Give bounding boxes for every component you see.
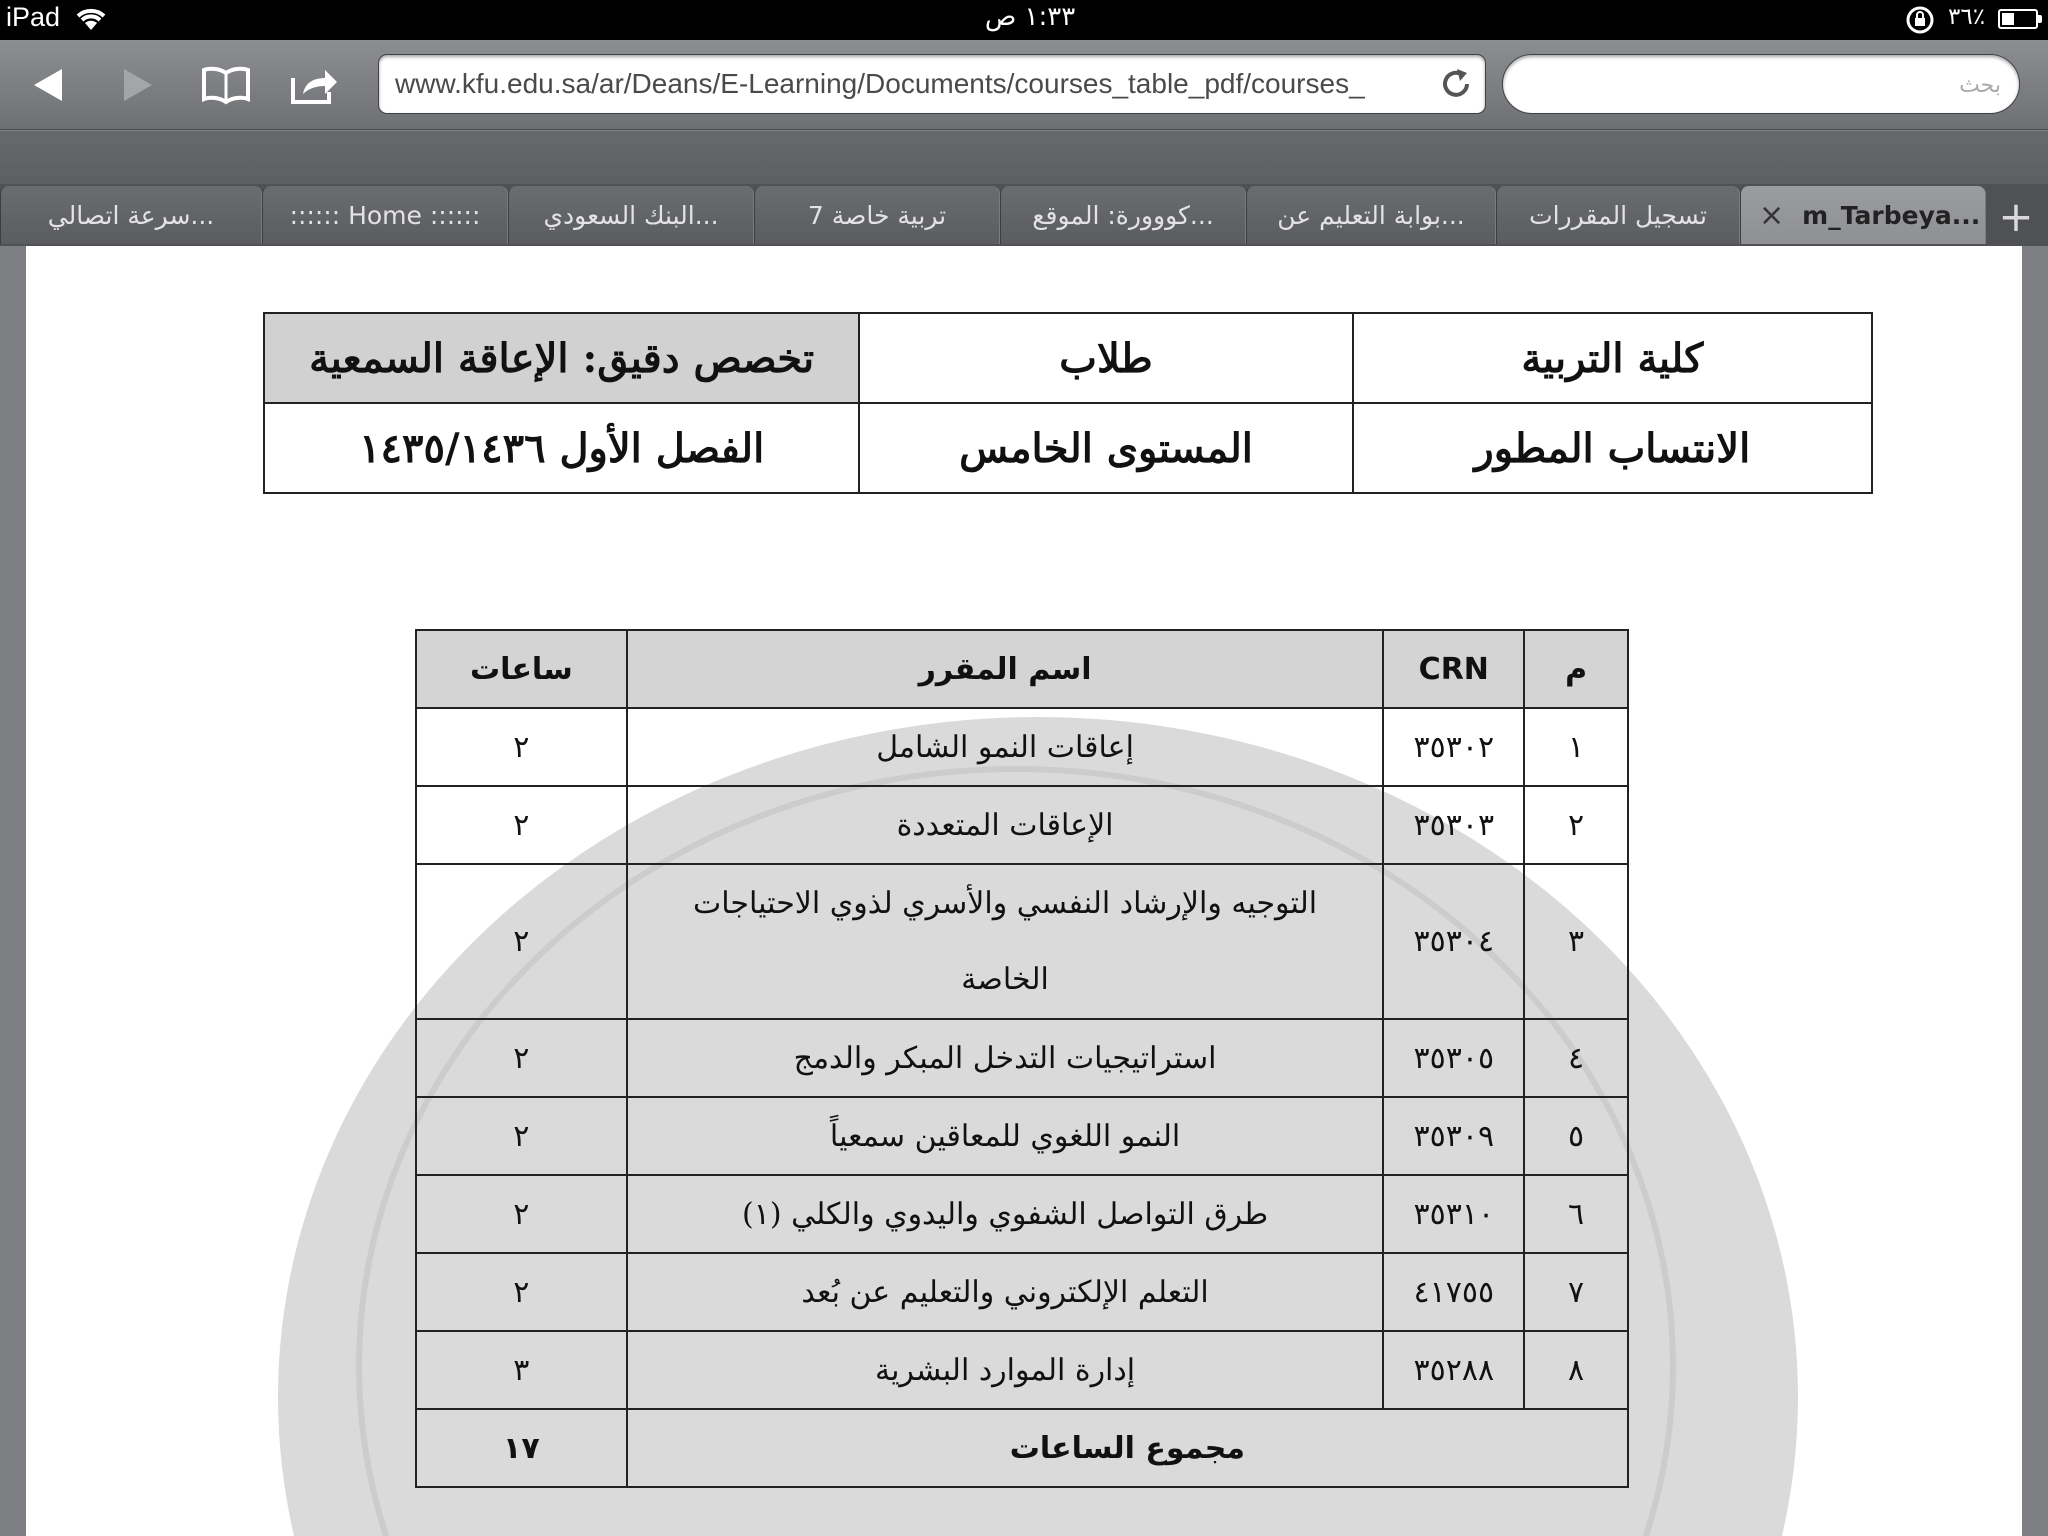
tab-label: :::::: Home :::::: [289,200,481,230]
back-button[interactable] [18,58,78,112]
wifi-icon [74,4,108,36]
tab-elearning-portal[interactable] [1246,186,1496,244]
tab-label: تسجيل المقررات [1529,200,1707,230]
row-crn: ٣٥٣٠٣ [1383,786,1524,864]
battery-icon [1998,9,2038,29]
semester-cell: الفصل الأول ١٤٣٥/١٤٣٦ [264,403,859,493]
forward-button[interactable] [108,58,168,112]
header-table [263,312,1873,494]
tab-saudi-bank[interactable] [508,186,754,244]
status-bar [0,0,2048,40]
row-course-name: الإعاقات المتعددة [627,786,1384,864]
tab-connection-speed[interactable] [0,186,262,244]
college-cell: كلية التربية [1353,313,1872,403]
book-icon [201,65,251,105]
row-hours: ٢ [416,864,627,1019]
tab-kooora[interactable] [1000,186,1246,244]
courses-table [415,629,1629,1488]
row-crn: ٣٥٣٠٥ [1383,1019,1524,1097]
row-course-name: التوجيه والإرشاد النفسي والأسري لذوي الاحتياجات الخاصة [627,864,1384,1019]
header-row [264,313,1872,403]
tab-label: بوابة التعليم عن... [1277,200,1465,230]
row-number: ١ [1524,708,1628,786]
close-tab-icon[interactable]: × [1759,197,1785,233]
row-crn: ٣٥٣٠٩ [1383,1097,1524,1175]
new-tab-button[interactable] [1988,188,2044,244]
tab-label: سرعة اتصالي... [47,200,215,230]
row-hours: ٢ [416,1019,627,1097]
row-hours: ٢ [416,786,627,864]
url-text: www.kfu.edu.sa/ar/Deans/E-Learning/Documents/courses_table_pdf/courses_ [395,68,1365,99]
row-number: ٤ [1524,1019,1628,1097]
tab-course-registration[interactable] [1496,186,1740,244]
search-input[interactable] [1523,65,2001,105]
bookmarks-bar [0,131,2048,184]
total-row [416,1409,1628,1487]
row-crn: ٤١٧٥٥ [1383,1253,1524,1331]
search-field[interactable] [1502,54,2020,114]
row-hours: ٣ [416,1331,627,1409]
table-row [416,1019,1628,1097]
table-row [416,1331,1628,1409]
column-header-number: م [1524,630,1628,708]
tab-special-education[interactable] [754,186,1000,244]
row-crn: ٣٥٣٠٤ [1383,864,1524,1019]
total-label: مجموع الساعات [627,1409,1628,1487]
specialization-cell: تخصص دقيق: الإعاقة السمعية [264,313,859,403]
tab-label: m_Tarbeya... [1802,200,1981,230]
tab-label: البنك السعودي... [543,200,719,230]
students-cell: طلاب [859,313,1352,403]
row-hours: ٢ [416,1097,627,1175]
table-row [416,1175,1628,1253]
total-hours: ١٧ [416,1409,627,1487]
row-course-name: طرق التواصل الشفوي واليدوي والكلي (١) [627,1175,1384,1253]
row-number: ٥ [1524,1097,1628,1175]
row-hours: ٢ [416,1253,627,1331]
device-name: iPad [6,2,61,32]
bookmarks-button[interactable] [196,58,256,112]
battery-percent: ٣٦٪ [1948,4,1986,30]
clock: ١:٣٣ ص [984,2,1076,32]
table-header-row [416,630,1628,708]
row-hours: ٢ [416,708,627,786]
tabs-bar [0,184,2048,246]
row-course-name: استراتيجيات التدخل المبكر والدمج [627,1019,1384,1097]
rotation-lock-icon [1904,5,1936,39]
row-number: ٧ [1524,1253,1628,1331]
row-crn: ٣٥٣١٠ [1383,1175,1524,1253]
column-header-course-name: اسم المقرر [627,630,1384,708]
row-course-name: إدارة الموارد البشرية [627,1331,1384,1409]
tab-label: كووورة: الموقع... [1032,200,1214,230]
level-cell: المستوى الخامس [859,403,1352,493]
plus-icon: + [1998,191,2034,241]
reload-icon[interactable] [1439,67,1473,105]
row-course-name: التعلم الإلكتروني والتعليم عن بُعد [627,1253,1384,1331]
row-hours: ٢ [416,1175,627,1253]
tab-m-tarbeya[interactable] [1740,186,1986,244]
row-course-name: النمو اللغوي للمعاقين سمعياً [627,1097,1384,1175]
browser-toolbar [0,40,2048,130]
tab-label: تربية خاصة 7 [807,200,947,230]
row-crn: ٣٥٣٠٢ [1383,708,1524,786]
program-cell: الانتساب المطور [1353,403,1872,493]
pdf-page [26,246,2022,1536]
row-number: ٢ [1524,786,1628,864]
row-number: ٣ [1524,864,1628,1019]
share-button[interactable] [284,58,344,112]
address-bar[interactable] [378,54,1486,114]
tab-home[interactable] [262,186,508,244]
column-header-crn: CRN [1383,630,1524,708]
table-row [416,1097,1628,1175]
row-number: ٨ [1524,1331,1628,1409]
column-header-hours: ساعات [416,630,627,708]
table-row [416,1253,1628,1331]
row-crn: ٣٥٢٨٨ [1383,1331,1524,1409]
header-row [264,403,1872,493]
row-course-name: إعاقات النمو الشامل [627,708,1384,786]
table-row [416,708,1628,786]
table-row [416,864,1628,1019]
table-row [416,786,1628,864]
share-icon [289,64,339,106]
row-number: ٦ [1524,1175,1628,1253]
